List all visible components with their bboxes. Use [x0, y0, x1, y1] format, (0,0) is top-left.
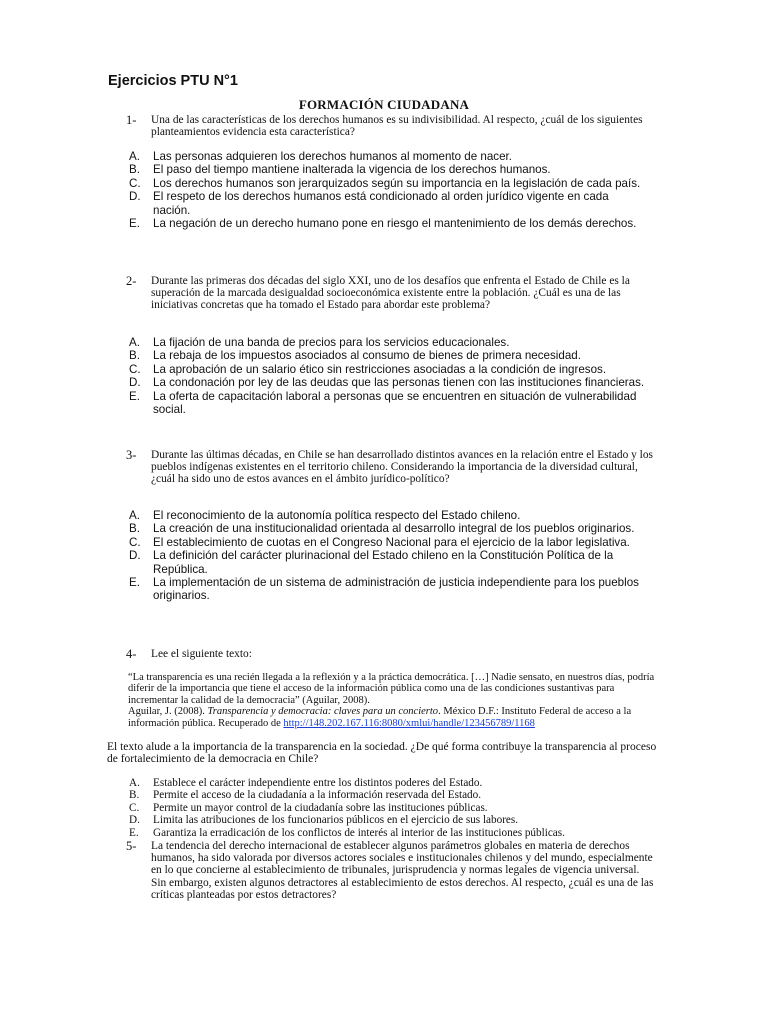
- option-letter: E.: [129, 389, 140, 403]
- option-text: El paso del tiempo mantiene inalterada la vigencia de los derechos humanos.: [153, 163, 551, 177]
- option-text: Establece el carácter independiente entre los distintos poderes del Estado.: [153, 777, 483, 789]
- option-text: Permite un mayor control de la ciudadanía sobre las instituciones públicas.: [153, 801, 488, 814]
- option-e[interactable]: [127, 827, 647, 839]
- question-number: 5-: [126, 839, 137, 853]
- citation-link[interactable]: http://148.202.167.116:8080/xmlui/handle/123456789/1168: [283, 717, 535, 729]
- option-letter: A.: [129, 777, 140, 789]
- question-4-prompt: El texto alude a la importancia de la transparencia en la sociedad. ¿De qué forma contribuye la transparencia al proceso de fortalecimiento de la democracia en Chile?: [107, 741, 657, 766]
- option-a[interactable]: [127, 150, 647, 163]
- citation-author: Aguilar, J. (2008).: [128, 706, 208, 718]
- option-letter: D.: [129, 814, 140, 827]
- question-3: [126, 449, 661, 486]
- option-text: El reconocimiento de la autonomía política respecto del Estado chileno.: [153, 509, 521, 522]
- option-letter: D.: [129, 549, 141, 563]
- option-a[interactable]: [127, 777, 647, 789]
- option-text: Los derechos humanos son jerarquizados según su importancia en la legislación de cada país.: [153, 176, 641, 190]
- citation-title: Transparencia y democracia: claves para un concierto: [207, 706, 439, 718]
- question-4-options: [127, 777, 647, 839]
- citation-publisher: . México D.F.: Instituto Federal de acceso a la información pública. Recuperado de: [128, 706, 632, 729]
- option-letter: A.: [129, 150, 140, 163]
- quote-body: “La transparencia es una recién llegada a la reflexión y a la práctica democrática. […] Nadie sensato, en nuestros días, podría diferir de la importancia que tiene el acceso de la información pública como una de las condiciones sustantivas para incrementar la calidad de la democracia” (Aguilar, 2008).: [128, 672, 655, 706]
- option-text: El respeto de los derechos humanos está condicionado al orden jurídico vigente en cada nación.: [153, 190, 609, 217]
- option-text: Limita las atribuciones de los funcionarios públicos en el ejercicio de sus labores.: [153, 814, 519, 827]
- option-b[interactable]: [127, 349, 647, 362]
- option-c[interactable]: [127, 802, 647, 814]
- question-number: 4-: [126, 647, 137, 661]
- question-text: Durante las primeras dos décadas del siglo XXI, uno de los desafíos que enfrenta el Estado de Chile es la superación de la marcada desigualdad socioeconómica existente entre la población. ¿Cuál es una de las iniciativas concretas que ha tomado el Estado para abordar este problema?: [151, 275, 630, 312]
- option-a[interactable]: [127, 336, 647, 349]
- option-c[interactable]: [127, 536, 647, 549]
- question-number: 2-: [126, 274, 137, 288]
- option-text: La negación de un derecho humano pone en riesgo el mantenimiento de los demás derechos.: [153, 217, 637, 231]
- option-e[interactable]: [127, 217, 647, 230]
- question-3-options: [127, 509, 647, 603]
- document-title: Ejercicios PTU N°1: [108, 73, 238, 89]
- option-c[interactable]: [127, 363, 647, 376]
- question-text: Una de las características de los derechos humanos es su indivisibilidad. Al respecto, ¿cuál de los siguientes planteamientos evidencia esta característica?: [151, 114, 643, 139]
- option-letter: D.: [129, 376, 141, 390]
- option-letter: C.: [129, 535, 141, 549]
- question-number: 1-: [126, 113, 137, 127]
- question-text: Lee el siguiente texto:: [151, 648, 252, 660]
- option-text: Garantiza la erradicación de los conflictos de interés al interior de las instituciones públicas.: [153, 826, 565, 839]
- option-text: La aprobación de un salario ético sin restricciones asociadas a la condición de ingresos.: [153, 362, 607, 376]
- option-letter: E.: [129, 217, 140, 231]
- option-letter: C.: [129, 176, 141, 190]
- option-letter: A.: [129, 336, 140, 349]
- question-1: [126, 114, 661, 138]
- option-letter: E.: [129, 576, 140, 590]
- option-letter: B.: [129, 522, 140, 536]
- question-4: [126, 648, 661, 660]
- option-e[interactable]: [127, 390, 647, 417]
- option-text: La condonación por ley de las deudas que las personas tienen con las instituciones financieras.: [153, 376, 645, 390]
- question-text: Durante las últimas décadas, en Chile se han desarrollado distintos avances en la relación entre el Estado y los pueblos indígenas existentes en el territorio chileno. Considerando la importancia de la diversidad cultural, ¿cuál ha sido uno de estos avances en el ámbito jurídico-político?: [151, 449, 653, 486]
- option-d[interactable]: [127, 376, 647, 389]
- option-letter: E.: [129, 826, 139, 839]
- option-text: La fijación de una banda de precios para los servicios educacionales.: [153, 336, 510, 349]
- option-text: Permite el acceso de la ciudadanía a la información reservada del Estado.: [153, 789, 482, 802]
- option-letter: C.: [129, 801, 140, 814]
- option-text: La definición del carácter plurinacional del Estado chileno en la Constitución Política de la República.: [153, 549, 614, 576]
- option-text: El establecimiento de cuotas en el Congreso Nacional para el ejercicio de la labor legislativa.: [153, 535, 630, 549]
- option-letter: B.: [129, 789, 140, 802]
- option-text: Las personas adquieren los derechos humanos al momento de nacer.: [153, 150, 512, 163]
- quote-citation: [128, 706, 658, 729]
- option-letter: A.: [129, 509, 140, 522]
- option-letter: B.: [129, 349, 140, 363]
- question-number: 3-: [126, 448, 137, 462]
- option-text: La implementación de un sistema de administración de justicia independiente para los pueblos originarios.: [153, 576, 639, 603]
- option-c[interactable]: [127, 177, 647, 190]
- option-a[interactable]: [127, 509, 647, 522]
- option-b[interactable]: [127, 789, 647, 801]
- option-letter: B.: [129, 163, 140, 177]
- option-letter: D.: [129, 190, 141, 204]
- option-text: La creación de una institucionalidad orientada al desarrollo integral de los pueblos originarios.: [153, 522, 635, 536]
- option-letter: C.: [129, 362, 141, 376]
- section-title: FORMACIÓN CIUDADANA: [298, 97, 470, 112]
- option-d[interactable]: [127, 814, 647, 826]
- question-text: La tendencia del derecho internacional de establecer algunos parámetros globales en materia de derechos humanos, ha sido valorada por diversos actores sociales e institucionales chilenos y del mundo, especialmente en lo que concierne al establecimiento de tribunales, jurisprudencia y normas legales de vigencia universal. Sin embargo, existen algunos detractores al establecimiento de estos derechos. Al respecto, ¿cuál es una de las críticas planteadas por estos detractores?: [151, 840, 654, 901]
- quoted-text: [128, 672, 658, 729]
- question-2-options: [127, 336, 647, 416]
- question-5: [126, 840, 656, 901]
- option-text: La rebaja de los impuestos asociados al consumo de bienes de primera necesidad.: [153, 349, 581, 363]
- option-b[interactable]: [127, 163, 647, 176]
- question-2: [126, 275, 661, 312]
- question-1-options: [127, 150, 647, 230]
- option-e[interactable]: [127, 576, 647, 603]
- option-b[interactable]: [127, 522, 647, 535]
- option-d[interactable]: [127, 190, 647, 217]
- option-d[interactable]: [127, 549, 647, 576]
- option-text: La oferta de capacitación laboral a personas que se encuentren en situación de vulnerabilidad social.: [153, 389, 637, 417]
